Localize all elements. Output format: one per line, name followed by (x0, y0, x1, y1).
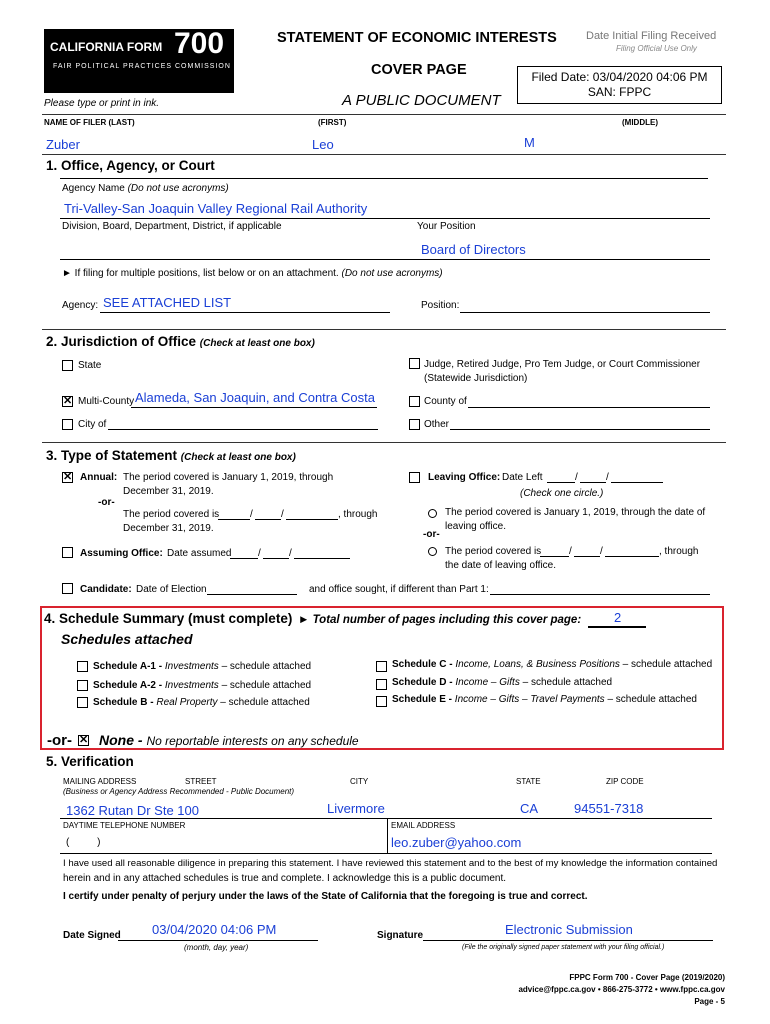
leaving-office-checkbox[interactable] (409, 472, 420, 483)
schedule-c-checkbox[interactable] (376, 661, 387, 672)
phone-field[interactable]: ( ) (66, 837, 101, 848)
schedule-d-suffix: – schedule attached (522, 677, 613, 688)
section3-title (46, 448, 296, 463)
schedule-b-checkbox[interactable] (77, 697, 88, 708)
diligence-statement (63, 856, 723, 886)
none-title: None - (99, 732, 143, 748)
section2-hint: (Check at least one box) (199, 338, 315, 349)
none-text: No reportable interests on any schedule (146, 734, 359, 748)
state-checkbox[interactable] (62, 360, 73, 371)
division-line (60, 259, 710, 260)
city-label: CITY (350, 777, 369, 786)
date-signed-hint: (month, day, year) (184, 943, 249, 952)
leaving-date-line1 (547, 482, 575, 483)
date-signed-field[interactable]: 03/04/2020 04:06 PM (152, 922, 277, 937)
form-badge (44, 29, 234, 93)
city-of-label: City of (78, 419, 107, 430)
multiple-positions-text: ► If filing for multiple positions, list below or on an attachment. (62, 268, 339, 279)
cover-page-title: COVER PAGE (371, 62, 467, 78)
agency-name-label (62, 183, 229, 194)
county-of-label: County of (424, 396, 467, 407)
position2-label: Position: (421, 300, 460, 311)
schedule-c-label (392, 659, 712, 670)
agency-name-field[interactable]: Tri-Valley-San Joaquin Valley Regional Rail Authority (64, 201, 368, 216)
candidate-checkbox[interactable] (62, 583, 73, 594)
office-sought-line (490, 594, 710, 595)
annual-through: , through (338, 509, 378, 520)
agency2-field[interactable]: SEE ATTACHED LIST (103, 295, 232, 310)
multi-county-field[interactable]: Alameda, San Joaquin, and Contra Costa (135, 390, 375, 405)
public-document-label: A PUBLIC DOCUMENT (342, 92, 501, 109)
form-prefix: CALIFORNIA FORM (50, 40, 163, 54)
section1-title: 1. Office, Agency, or Court (46, 158, 215, 173)
candidate-text: Date of Election (136, 584, 207, 595)
annual-slash2: / (281, 509, 284, 520)
leave-option2-text2: the date of leaving office. (445, 560, 557, 571)
zip-label: ZIP CODE (606, 777, 644, 786)
leave2-date-line3 (605, 556, 659, 557)
annual-label: Annual: (80, 472, 118, 483)
name-rule (42, 154, 726, 155)
schedule-a1-name: Schedule A-1 - (93, 661, 163, 672)
check-one-circle: (Check one circle.) (520, 488, 604, 499)
section2-rule (42, 442, 726, 443)
schedule-a1-suffix: – schedule attached (221, 661, 312, 672)
schedule-c-suffix: – schedule attached (622, 659, 713, 670)
annual-date-line3 (286, 519, 338, 520)
leaving-office-label: Leaving Office: (428, 472, 501, 483)
annual-text1: The period covered is January 1, 2019, through (123, 472, 334, 483)
footer (518, 972, 725, 1008)
diligence-line2: herein and in any attached schedules is true and complete. I acknowledge this is a public document. (63, 873, 507, 884)
division-label: Division, Board, Department, District, if applicable (62, 221, 282, 232)
office-sought-text: and office sought, if different than Part 1: (309, 584, 489, 595)
schedule-a1-checkbox[interactable] (77, 661, 88, 672)
judge-sublabel: (Statewide Jurisdiction) (424, 373, 528, 384)
annual-text3: The period covered is (123, 509, 220, 520)
commission-name: FAIR POLITICAL PRACTICES COMMISSION (53, 63, 231, 70)
assuming-date-line2 (263, 558, 289, 559)
assuming-slash2: / (289, 548, 292, 559)
schedule-a1-label (93, 661, 311, 672)
street-field[interactable]: 1362 Rutan Dr Ste 100 (66, 803, 199, 818)
schedule-b-suffix: – schedule attached (220, 697, 310, 708)
state-field[interactable]: CA (520, 801, 539, 816)
agency2-label: Agency: (62, 300, 99, 311)
first-name-field[interactable]: Leo (312, 137, 334, 152)
email-label: EMAIL ADDRESS (391, 821, 456, 830)
multi-county-label: Multi-County (78, 396, 135, 407)
zip-field[interactable]: 94551-7318 (574, 801, 644, 816)
middle-name-field[interactable]: M (524, 135, 535, 150)
position-field[interactable]: Board of Directors (421, 242, 526, 257)
name-middle-label: (MIDDLE) (622, 118, 658, 127)
multi-county-checkbox[interactable]: ✕ (63, 395, 73, 407)
section1-underline (60, 178, 708, 179)
filed-date-box (517, 66, 722, 104)
schedule-b-label (93, 697, 310, 708)
schedule-e-label (392, 694, 697, 705)
schedule-a2-label (93, 680, 311, 691)
annual-text2: December 31, 2019. (123, 486, 214, 497)
section2-title (46, 334, 315, 349)
state-label: State (78, 360, 102, 371)
schedule-e-suffix: – schedule attached (607, 694, 697, 705)
county-of-line (468, 407, 710, 408)
section3-title-text: 3. Type of Statement (46, 448, 178, 463)
agency2-line (100, 312, 390, 313)
certify-statement: I certify under penalty of perjury under the laws of the State of California that the foregoing is true and correct. (63, 891, 588, 902)
section3-hint: (Check at least one box) (180, 452, 296, 463)
other-label: Other (424, 419, 450, 430)
agency-name-label-text: Agency Name (62, 183, 125, 194)
signature-label: Signature (377, 930, 424, 941)
section5-title: 5. Verification (46, 754, 134, 769)
last-name-field[interactable]: Zuber (46, 137, 80, 152)
assuming-date-line1 (230, 558, 258, 559)
leaving-or: -or- (423, 529, 440, 540)
leaving-date-line2 (580, 482, 606, 483)
agency-name-line (60, 218, 710, 219)
annual-or: -or- (98, 497, 115, 508)
leave2-slash2: / (600, 546, 603, 557)
section4-title: 4. Schedule Summary (must complete) (44, 611, 293, 626)
other-line (450, 429, 710, 430)
form-number: 700 (174, 27, 225, 60)
schedule-d-name: Schedule D - (392, 677, 453, 688)
schedule-a2-name: Schedule A-2 - (93, 680, 163, 691)
annual-text4: December 31, 2019. (123, 523, 214, 534)
total-pages-label: ► Total number of pages including this cover page: (298, 614, 582, 626)
leave2-date-line2 (574, 556, 600, 557)
city-of-line (108, 429, 378, 430)
footer-contact: advice@fppc.ca.gov • 866-275-3772 • www.fppc.ca.gov (518, 985, 725, 994)
schedule-e-name: Schedule E - (392, 694, 453, 705)
schedule-d-checkbox[interactable] (376, 679, 387, 690)
multiple-positions-hint: (Do not use acronyms) (341, 268, 443, 279)
judge-label: Judge, Retired Judge, Pro Tem Judge, or Court Commissioner (424, 359, 701, 370)
date-signed-line (118, 940, 318, 941)
none-label (99, 732, 359, 748)
schedule-e-type: Income – Gifts – Travel Payments (454, 694, 605, 705)
assuming-office-text: Date assumed (167, 548, 232, 559)
schedule-e-checkbox[interactable] (376, 696, 387, 707)
san-number: SAN: FPPC (587, 85, 652, 99)
email-field[interactable]: leo.zuber@yahoo.com (391, 835, 522, 850)
leave2-slash1: / (569, 546, 572, 557)
header-rule (42, 114, 726, 115)
total-pages-line (588, 626, 646, 628)
annual-slash1: / (250, 509, 253, 520)
schedule-a2-suffix: – schedule attached (221, 680, 312, 691)
leaving-office-text: Date Left (502, 472, 543, 483)
print-note: Please type or print in ink. (44, 98, 160, 109)
schedule-b-name: Schedule B - (93, 697, 154, 708)
leaving-slash2: / (606, 472, 609, 483)
agency-name-hint: (Do not use acronyms) (127, 183, 229, 194)
address-line (60, 818, 712, 819)
none-checkbox[interactable]: ✕ (79, 734, 89, 746)
leaving-date-line3 (611, 482, 663, 483)
multi-county-line (131, 407, 377, 408)
candidate-label: Candidate: (80, 584, 132, 595)
leave-option2-text: The period covered is (445, 546, 542, 557)
multiple-positions-note (62, 268, 443, 279)
form-title: STATEMENT OF ECONOMIC INTERESTS (277, 30, 557, 46)
diligence-line1: I have used all reasonable diligence in preparing this statement. I have reviewed this statement and to the best of my knowledge the information contained (63, 858, 718, 869)
leave2-date-line1 (540, 556, 569, 557)
signature-field[interactable]: Electronic Submission (505, 922, 633, 937)
date-signed-label: Date Signed (63, 930, 121, 941)
assuming-date-line3 (294, 558, 350, 559)
none-or: -or- (47, 732, 72, 749)
leaving-slash1: / (575, 472, 578, 483)
street-label: STREET (185, 777, 217, 786)
footer-form-id: FPPC Form 700 - Cover Page (2019/2020) (569, 973, 725, 982)
section2-title-text: 2. Jurisdiction of Office (46, 334, 197, 349)
election-date-line (207, 594, 297, 595)
phone-line (60, 853, 712, 854)
mailing-address-label: MAILING ADDRESS (63, 777, 137, 786)
signature-hint: (File the originally signed paper statement with your filing official.) (462, 944, 665, 951)
leave-option1-text: The period covered is January 1, 2019, through the date of (445, 507, 706, 518)
assuming-office-checkbox[interactable] (62, 547, 73, 558)
schedule-a2-type: Investments (164, 680, 219, 691)
phone-label: DAYTIME TELEPHONE NUMBER (63, 821, 186, 830)
schedule-c-type: Income, Loans, & Business Positions (455, 659, 620, 670)
filed-date: Filed Date: 03/04/2020 04:06 PM (531, 70, 708, 84)
state-label-address: STATE (516, 777, 541, 786)
schedule-d-type: Income – Gifts (455, 677, 520, 688)
name-last-label: NAME OF FILER (LAST) (44, 118, 135, 127)
schedule-d-label (392, 677, 612, 688)
schedule-a2-checkbox[interactable] (77, 680, 88, 691)
annual-checkbox[interactable]: ✕ (63, 471, 73, 483)
total-pages-field[interactable]: 2 (614, 610, 622, 625)
assuming-office-label: Assuming Office: (80, 548, 163, 559)
other-checkbox[interactable] (409, 419, 420, 430)
leave-option2-radio[interactable] (428, 547, 437, 556)
section1-rule (42, 329, 726, 330)
schedule-c-name: Schedule C - (392, 659, 453, 670)
position2-line (460, 312, 710, 313)
judge-checkbox[interactable] (409, 358, 420, 369)
assuming-slash1: / (258, 548, 261, 559)
city-field[interactable]: Livermore (327, 801, 385, 816)
annual-date-line1 (218, 519, 250, 520)
email-divider (387, 818, 388, 854)
name-first-label: (FIRST) (318, 118, 347, 127)
leave-option1-radio[interactable] (428, 509, 437, 518)
filing-received-label: Date Initial Filing Received (586, 30, 717, 42)
signature-line (423, 940, 713, 941)
county-of-checkbox[interactable] (409, 396, 420, 407)
leave-option2-through: , through (659, 546, 699, 557)
city-of-checkbox[interactable] (62, 419, 73, 430)
schedule-a1-type: Investments (164, 661, 219, 672)
schedule-b-type: Real Property (156, 697, 218, 708)
footer-page: Page - 5 (694, 997, 725, 1006)
your-position-label: Your Position (417, 221, 476, 232)
business-address-note: (Business or Agency Address Recommended - Public Document) (63, 787, 295, 796)
annual-date-line2 (255, 519, 281, 520)
leave-option1-text2: leaving office. (445, 521, 506, 532)
schedules-attached-label: Schedules attached (61, 631, 193, 647)
filing-official-label: Filing Official Use Only (616, 44, 697, 53)
